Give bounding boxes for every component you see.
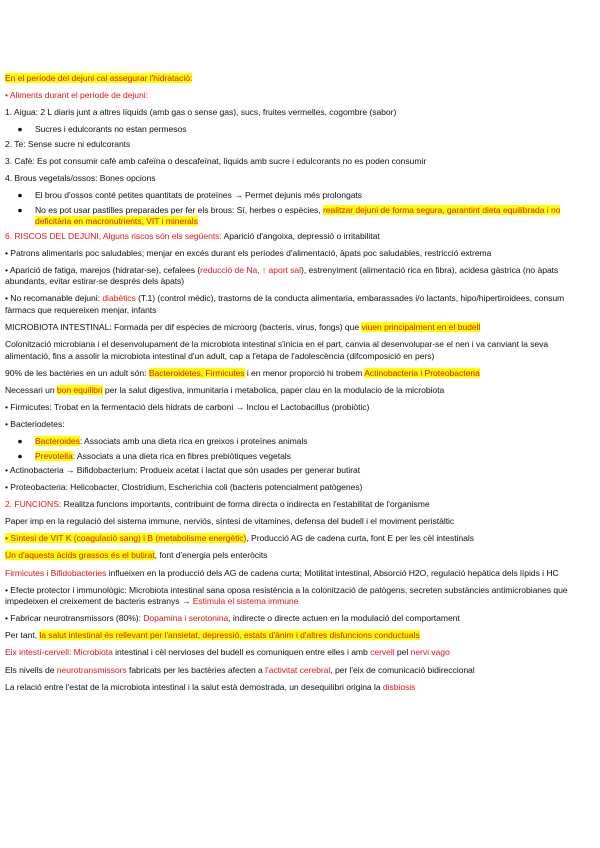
bullet-icon: ● <box>17 190 23 201</box>
text-run: , font d'energia pels enteròcits <box>154 550 268 561</box>
text-run: Realitza funcions importants, contribuint de forma directa o indirecta en l'estabilitat de l'organisme <box>61 499 430 510</box>
section-heading <box>5 231 595 243</box>
paragraph <box>5 568 595 580</box>
paragraph <box>5 385 595 397</box>
text-run: Per tant, <box>5 630 40 641</box>
document-body <box>5 73 595 699</box>
paragraph <box>5 665 595 677</box>
text-run: Els nivells de <box>5 664 57 675</box>
text-run: i en menor proporció hi trobem <box>244 367 365 378</box>
paragraph: • Actinobacteria → Bifidobacterium: Produeix acetat i lactat que són usades per generar butirat <box>5 465 361 475</box>
red-text: diabètics <box>102 293 136 304</box>
text-run: , per l'eix de comunicació bidireccional <box>330 664 475 675</box>
text-run: fabricats per les bactèries afecten a <box>126 664 266 675</box>
red-text: Microbiota <box>71 647 113 658</box>
paragraph: 3. Cafè: Es pot consumir cafè amb cafeïna o descafeïnat, líquids amb sucre i edulcorants no es poden consumir <box>5 155 427 166</box>
list-item-text <box>35 451 595 463</box>
section-heading <box>5 90 595 102</box>
list-item <box>5 451 595 463</box>
paragraph <box>5 322 595 334</box>
text-run: influeixen en la producció dels AG de cadena curta; Motilitat intestinal, Absorció H2O, regulació hepàtica dels lípids i HC <box>106 567 559 578</box>
section-heading <box>5 499 595 511</box>
paragraph <box>5 533 595 545</box>
bullet-icon: ● <box>17 436 23 446</box>
text-run: • Aparició de fatiga, marejos (hidratar-se), cefalees ( <box>5 264 201 275</box>
red-text: Dopamina i serotonina <box>143 613 229 624</box>
bullet-icon: ● <box>17 450 23 461</box>
bullet-icon: ● <box>17 124 23 135</box>
text-run: per la salut digestiva, inmunitaria i metabolica, paper clau en la modulacio de la microbiota <box>102 384 445 395</box>
highlighted-text: bon equilibri <box>56 384 103 395</box>
paragraph <box>5 630 595 642</box>
text-run: No es pot usar pastilles preparades per fer els brous: Sí, herbes o espècies, <box>35 204 323 215</box>
text-run: • Efecte protector i immunològic: Microbiota intestinal sana oposa resistència a la colonització de patògens, secreten substàncies antimicrobianes que impedeixen el creixement de bacteris estranys → <box>5 584 568 607</box>
paragraph: 4. Brous vegetals/ossos: Bones opcions <box>5 172 156 183</box>
paragraph: • Firmicutes: Trobat en la fermentació dels hidrats de carboni → Inclou el Lactobacillus (probiòtic) <box>5 401 370 412</box>
red-text: nervi vago <box>410 647 450 658</box>
text-run: intestinal i cèl nervioses del budell es comuniquen entre elles i amb <box>112 647 371 658</box>
paragraph: 1. Aigua: 2 L diaris junt a altres líquids (amb gas o sense gas), sucs, fruites vermelles, cogombre (sabor) <box>5 107 397 118</box>
highlighted-text: Un d'aquests àcids grassos és el butirat <box>5 550 155 561</box>
text-run: pel <box>394 647 411 658</box>
red-heading: 6. RISCOS DEL DEJUNI, Alguns riscos són els següents: <box>5 230 222 241</box>
list-item <box>5 124 595 136</box>
paragraph <box>5 585 595 608</box>
paragraph <box>5 682 595 694</box>
bullet-icon: ● <box>17 204 23 215</box>
text-run: (T.1) (control mèdic), trastorns de la conducta alimentaria, embarassades i/o lactants, hipo/hipertiroidees, consum fàrmacs que requereixen menjar, infants <box>5 293 565 315</box>
red-text: disbiosis <box>382 681 416 692</box>
list-item <box>5 436 595 448</box>
highlighted-text: la salut intestinal és rellevant per l'ansietat, depressió, estats d'ànim i d'altres disfuncions conductuals <box>39 630 420 641</box>
red-heading: Eix intestí-cervell: <box>5 647 72 658</box>
highlighted-text: Actinobacteria i Proteobacteria <box>364 367 480 378</box>
red-text: reducció de Na, ↑ aport sal <box>200 264 302 275</box>
paragraph: • Bacteriodetes: <box>5 418 65 429</box>
text-run: : Associats amb una dieta rica en greixos i proteïnes animals <box>79 436 308 446</box>
red-text: Estimula el sistema immune <box>192 596 299 607</box>
highlighted-heading: En el període del dejuni cal assegurar l'hidratació: <box>5 73 193 83</box>
highlighted-text: Bacteroides <box>35 436 80 446</box>
paragraph: • Patrons alimentaris poc saludables; menjar en excés durant els períodes d'alimentació, àpats poc saludables, restricció extrema <box>5 247 492 258</box>
highlighted-text: Bacteroidetes, Firmicutes <box>148 367 245 378</box>
red-heading: 2. FUNCIONS: <box>5 499 62 510</box>
text-run: Aparició d'angoixa, depressió o irritabilitat <box>221 230 380 241</box>
paragraph: 2. Te: Sense sucre ni edulcorants <box>5 138 131 149</box>
red-heading: • Aliments durant el període de dejuni: <box>5 90 148 101</box>
paragraph <box>5 293 595 316</box>
text-run: : Associats a una dieta rica en fibres prebiòtiques vegetals <box>72 450 291 461</box>
red-text: cervell <box>370 647 395 658</box>
text-run: La relació entre l'estat de la microbiota intestinal i la salut està demostrada, un desequilibri origina la <box>5 681 383 692</box>
text-run: ), estrenyiment (alimentació rica en fibra), acidesa gàstrica (no àpats abundants, evitar estirar-se després dels àpats) <box>5 264 559 287</box>
list-item-text: Sucres i edulcorants no estan permesos <box>35 124 187 135</box>
list-item <box>5 205 595 228</box>
paragraph: Colonització microbiana i el desenvolupament de la microbiota intestinal s'inicia en el part, canvia al desenvolupar-se el nen i va canviant la seva alimentació, fins a assolir la microbiota intestinal d'un adult, cap a l'etapa de l'adolescència (difcomposició en pers) <box>5 339 549 361</box>
paragraph <box>5 647 595 659</box>
paragraph: • Proteobacteria: Helicobacter, Clostridium, Escherichia coli (bacteris potencialment patògenes) <box>5 482 363 493</box>
list-item-text <box>35 436 595 448</box>
paragraph: Paper imp en la regulació del sistema immune, nerviós, síntesi de vitamines, defensa del budell i el moviment peristàltic <box>5 516 455 527</box>
highlighted-text: viuen principalment en el budell <box>361 321 481 332</box>
text-run: • No recomanable dejuni: <box>5 293 103 304</box>
list-item-text: El brou d'ossos conté petites quantitats de proteïnes → Permet dejunis més prolongats <box>35 190 363 201</box>
text-run: Necessari un <box>5 384 57 395</box>
paragraph <box>5 613 595 625</box>
paragraph <box>5 265 595 288</box>
red-text: neurotransmissors <box>56 664 127 675</box>
paragraph <box>5 550 595 562</box>
highlighted-text: Prevotella <box>35 450 73 461</box>
paragraph <box>5 368 595 380</box>
red-text: Firmicutes i Bifidobacteries <box>5 567 107 578</box>
text-run: MICROBIOTA INTESTINAL: Formada per dif espècies de microorg (bacteris, virus, fongs) que <box>5 321 362 332</box>
text-run: , Producció AG de cadena curta, font E per les cèl intestinals <box>246 533 474 544</box>
list-item <box>5 190 595 202</box>
highlighted-text: realitzar dejuni de forma segura, garantint dieta equilibrada i no deficitària en macronutrients, VIT i minerals <box>35 204 561 227</box>
text-run: , indirecte o directe actuen en la modulació del comportament <box>228 613 460 624</box>
text-run: • Fabricar neurotransmissors (80%): <box>5 613 144 624</box>
list-item-text <box>35 205 595 228</box>
text-run: 90% de les bactèries en un adult són: <box>5 367 149 378</box>
red-text: l'activitat cerebral <box>265 664 331 675</box>
highlighted-text: • Síntesi de VIT K (coagulació sang) i B (metabolisme energètic) <box>5 533 247 544</box>
intro-line <box>5 73 595 85</box>
